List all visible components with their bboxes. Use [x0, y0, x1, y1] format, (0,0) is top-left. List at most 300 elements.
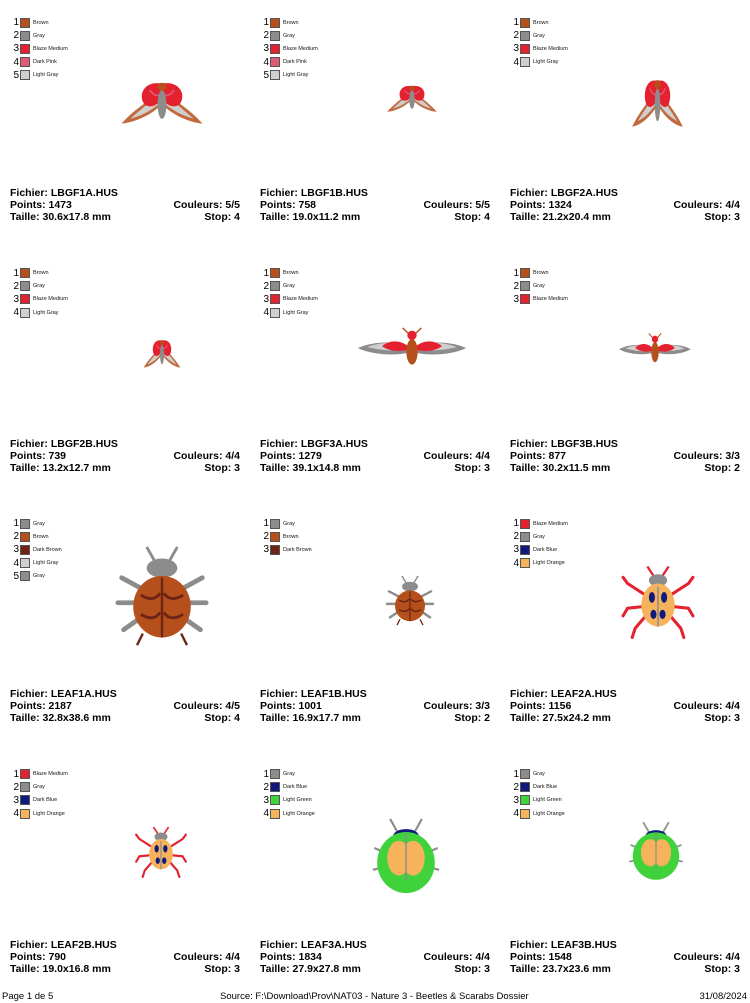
legend-row [511, 267, 568, 280]
color-swatch [20, 545, 30, 555]
legend-row [261, 530, 312, 543]
color-swatch [270, 308, 280, 318]
stop-count: Stop: 4 [204, 211, 240, 223]
file-name: Fichier: LBGF3A.HUS [260, 437, 368, 450]
moth-icon [630, 70, 685, 134]
design-size: Taille: 19.0x11.2 mm [260, 211, 361, 223]
legend-row [11, 807, 68, 820]
color-name: Brown [283, 533, 299, 540]
color-name: Light Green [533, 797, 562, 804]
legend-number: 4 [513, 56, 519, 68]
color-name: Dark Pink [33, 59, 57, 66]
color-swatch [270, 268, 280, 278]
color-swatch [20, 268, 30, 278]
design-info [10, 939, 240, 975]
color-legend [511, 267, 568, 307]
color-name: Light Gray [33, 72, 59, 79]
green-beetle-icon [627, 820, 685, 882]
color-name: Blaze Medium [533, 296, 568, 303]
color-count: Couleurs: 4/4 [673, 950, 740, 963]
stitch-points: Points: 1473 [10, 199, 72, 211]
design-info [510, 688, 740, 724]
color-swatch [520, 18, 530, 28]
page-footer [0, 991, 750, 1003]
legend-row [511, 530, 568, 543]
color-name: Blaze Medium [33, 45, 68, 52]
design-cell [500, 752, 750, 1002]
legend-row [511, 16, 568, 29]
legend-row [511, 794, 565, 807]
file-name: Fichier: LBGF2B.HUS [10, 437, 118, 450]
color-swatch [20, 795, 30, 805]
legend-number: 2 [13, 280, 19, 292]
legend-number: 1 [263, 768, 269, 780]
color-legend [511, 768, 565, 821]
file-name: Fichier: LEAF1B.HUS [260, 688, 367, 700]
file-name: Fichier: LBGF1B.HUS [260, 187, 368, 199]
legend-number: 1 [13, 267, 19, 279]
color-name: Brown [33, 270, 49, 277]
stitch-points: Points: 1156 [510, 700, 572, 712]
color-name: Dark Blue [533, 546, 558, 553]
legend-row [261, 16, 318, 29]
legend-number: 3 [263, 293, 269, 305]
design-cell [250, 752, 500, 1002]
stitch-points: Points: 1279 [260, 449, 322, 462]
color-swatch [20, 571, 30, 581]
color-swatch [270, 782, 280, 792]
color-name: Gray [33, 573, 45, 580]
color-swatch [520, 44, 530, 54]
color-name: Dark Brown [283, 546, 312, 553]
source-path: Source: F:\Download\Prov\NAT03 - Nature 3 - Beetles & Scarabs Dossier [220, 991, 529, 1002]
color-swatch [20, 31, 30, 41]
stitch-points: Points: 1548 [510, 950, 572, 963]
legend-row [11, 69, 68, 82]
stop-count: Stop: 4 [204, 712, 240, 724]
color-swatch [520, 31, 530, 41]
design-info [260, 939, 490, 975]
color-swatch [20, 519, 30, 529]
legend-row [511, 807, 565, 820]
color-swatch [270, 545, 280, 555]
color-swatch [520, 545, 530, 555]
stitch-points: Points: 1324 [510, 199, 572, 211]
legend-row [261, 56, 318, 69]
legend-number: 2 [263, 531, 269, 543]
moth-icon [142, 334, 182, 372]
color-name: Gray [533, 533, 545, 540]
legend-number: 3 [263, 544, 269, 556]
design-size: Taille: 16.9x17.7 mm [260, 712, 361, 724]
color-count: Couleurs: 4/4 [423, 950, 490, 963]
design-size: Taille: 13.2x12.7 mm [10, 461, 111, 474]
legend-number: 2 [263, 30, 269, 42]
legend-row [11, 280, 68, 293]
stitch-points: Points: 1001 [260, 700, 322, 712]
stitch-points: Points: 758 [260, 199, 317, 211]
legend-number: 2 [513, 781, 519, 793]
color-count: Couleurs: 5/5 [423, 199, 490, 211]
color-name: Light Gray [33, 309, 59, 316]
color-name: Dark Pink [283, 59, 307, 66]
legend-number: 1 [513, 768, 519, 780]
color-swatch [20, 281, 30, 291]
legend-row [11, 56, 68, 69]
legend-row [11, 42, 68, 55]
legend-row [261, 781, 315, 794]
legend-number: 5 [13, 570, 19, 582]
design-info [510, 187, 740, 223]
color-swatch [520, 795, 530, 805]
design-info [260, 688, 490, 724]
color-swatch [270, 18, 280, 28]
file-name: Fichier: LEAF2B.HUS [10, 938, 117, 951]
color-swatch [20, 558, 30, 568]
color-name: Light Orange [533, 810, 565, 817]
legend-number: 3 [13, 544, 19, 556]
legend-row [261, 42, 318, 55]
color-name: Dark Blue [33, 797, 58, 804]
legend-number: 3 [13, 43, 19, 55]
color-legend [11, 267, 68, 320]
color-count: Couleurs: 4/4 [173, 449, 240, 462]
color-legend [11, 768, 68, 821]
orange-beetle-icon [134, 826, 188, 878]
legend-number: 3 [513, 544, 519, 556]
stop-count: Stop: 3 [204, 962, 240, 975]
design-cell [500, 501, 750, 751]
design-size: Taille: 19.0x16.8 mm [10, 962, 111, 975]
color-name: Dark Brown [33, 546, 62, 553]
page-number: Page 1 de 5 [2, 991, 54, 1002]
color-swatch [520, 782, 530, 792]
design-size: Taille: 27.5x24.2 mm [510, 712, 611, 724]
color-name: Light Gray [283, 72, 309, 79]
orange-beetle-icon [620, 565, 696, 639]
stop-count: Stop: 3 [704, 712, 740, 724]
legend-number: 5 [263, 69, 269, 81]
color-swatch [270, 44, 280, 54]
color-name: Gray [283, 283, 295, 290]
design-info [10, 187, 240, 223]
legend-row [11, 267, 68, 280]
color-name: Gray [283, 520, 295, 527]
legend-row [261, 794, 315, 807]
legend-number: 5 [13, 69, 19, 81]
legend-number: 4 [13, 557, 19, 569]
color-name: Dark Blue [533, 784, 558, 791]
file-name: Fichier: LEAF3A.HUS [260, 938, 367, 951]
legend-row [11, 570, 62, 583]
legend-number: 1 [513, 17, 519, 29]
color-name: Gray [533, 283, 545, 290]
legend-row [511, 768, 565, 781]
color-name: Light Gray [283, 309, 309, 316]
stop-count: Stop: 3 [454, 461, 490, 474]
legend-row [261, 293, 318, 306]
design-size: Taille: 21.2x20.4 mm [510, 211, 611, 223]
legend-row [261, 807, 315, 820]
legend-number: 4 [263, 307, 269, 319]
legend-row [511, 56, 568, 69]
color-swatch [270, 57, 280, 67]
legend-row [261, 69, 318, 82]
legend-row [11, 16, 68, 29]
green-beetle-icon [370, 816, 442, 896]
legend-number: 2 [13, 531, 19, 543]
color-count: Couleurs: 3/3 [423, 700, 490, 712]
stop-count: Stop: 3 [704, 211, 740, 223]
color-legend [261, 16, 318, 82]
color-count: Couleurs: 3/3 [673, 449, 740, 462]
file-name: Fichier: LEAF3B.HUS [510, 938, 617, 951]
legend-number: 3 [263, 794, 269, 806]
legend-number: 1 [13, 518, 19, 530]
file-name: Fichier: LEAF1A.HUS [10, 688, 117, 700]
legend-number: 3 [513, 293, 519, 305]
stop-count: Stop: 3 [204, 461, 240, 474]
legend-number: 1 [13, 17, 19, 29]
color-swatch [20, 809, 30, 819]
legend-row [511, 280, 568, 293]
legend-row [511, 517, 568, 530]
color-swatch [20, 44, 30, 54]
legend-number: 4 [13, 307, 19, 319]
legend-number: 4 [13, 808, 19, 820]
legend-row [261, 280, 318, 293]
legend-number: 4 [13, 56, 19, 68]
legend-number: 1 [513, 518, 519, 530]
legend-number: 3 [13, 293, 19, 305]
color-swatch [20, 769, 30, 779]
color-name: Blaze Medium [33, 296, 68, 303]
color-name: Gray [283, 771, 295, 778]
color-name: Light Gray [533, 59, 559, 66]
stitch-points: Points: 2187 [10, 700, 72, 712]
color-count: Couleurs: 5/5 [173, 199, 240, 211]
color-swatch [270, 769, 280, 779]
legend-number: 2 [263, 781, 269, 793]
color-name: Light Gray [33, 560, 59, 567]
color-swatch [20, 308, 30, 318]
color-name: Dark Blue [283, 784, 308, 791]
legend-number: 1 [13, 768, 19, 780]
design-info [10, 688, 240, 724]
design-size: Taille: 32.8x38.6 mm [10, 712, 111, 724]
fly-icon [618, 332, 692, 368]
color-swatch [270, 281, 280, 291]
legend-row [511, 781, 565, 794]
file-name: Fichier: LBGF1A.HUS [10, 187, 118, 199]
color-name: Brown [533, 270, 549, 277]
color-count: Couleurs: 4/4 [673, 700, 740, 712]
color-count: Couleurs: 4/5 [173, 700, 240, 712]
file-name: Fichier: LEAF2A.HUS [510, 688, 617, 700]
legend-row [261, 768, 315, 781]
color-legend [511, 517, 568, 570]
legend-row [11, 543, 62, 556]
color-name: Gray [533, 771, 545, 778]
color-swatch [520, 558, 530, 568]
color-legend [11, 517, 62, 583]
color-name: Blaze Medium [533, 45, 568, 52]
brown-beetle-icon [114, 545, 210, 649]
stitch-points: Points: 877 [510, 449, 567, 462]
legend-number: 3 [263, 43, 269, 55]
color-name: Light Orange [283, 810, 315, 817]
legend-number: 2 [263, 280, 269, 292]
legend-row [511, 543, 568, 556]
color-legend [261, 517, 312, 557]
legend-number: 2 [513, 280, 519, 292]
color-swatch [270, 532, 280, 542]
color-name: Brown [283, 19, 299, 26]
design-cell [0, 251, 250, 501]
color-name: Light Orange [33, 810, 65, 817]
color-legend [11, 16, 68, 82]
color-swatch [520, 268, 530, 278]
design-info [510, 438, 740, 474]
design-info [10, 438, 240, 474]
stitch-points: Points: 739 [10, 449, 67, 462]
legend-row [11, 557, 62, 570]
stop-count: Stop: 3 [704, 962, 740, 975]
legend-row [11, 530, 62, 543]
color-name: Gray [533, 32, 545, 39]
color-swatch [20, 57, 30, 67]
color-swatch [270, 795, 280, 805]
color-legend [261, 267, 318, 320]
color-swatch [520, 532, 530, 542]
color-name: Blaze Medium [283, 296, 318, 303]
color-swatch [520, 519, 530, 529]
file-name: Fichier: LBGF3B.HUS [510, 437, 618, 450]
color-swatch [520, 294, 530, 304]
color-name: Blaze Medium [533, 520, 568, 527]
legend-row [11, 293, 68, 306]
legend-number: 4 [513, 808, 519, 820]
legend-row [261, 543, 312, 556]
legend-number: 1 [513, 267, 519, 279]
color-name: Blaze Medium [33, 771, 68, 778]
design-cell [250, 0, 500, 250]
legend-number: 2 [13, 781, 19, 793]
design-cell [0, 501, 250, 751]
legend-number: 3 [513, 794, 519, 806]
design-cell [250, 501, 500, 751]
color-name: Gray [33, 520, 45, 527]
color-count: Couleurs: 4/4 [423, 449, 490, 462]
design-size: Taille: 23.7x23.6 mm [510, 962, 611, 975]
color-name: Brown [283, 270, 299, 277]
legend-row [11, 768, 68, 781]
color-swatch [20, 18, 30, 28]
color-swatch [520, 809, 530, 819]
brown-beetle-icon [385, 575, 435, 627]
legend-row [261, 306, 318, 319]
legend-number: 1 [263, 17, 269, 29]
stitch-points: Points: 790 [10, 950, 67, 963]
legend-row [261, 267, 318, 280]
color-name: Gray [33, 784, 45, 791]
design-size: Taille: 27.9x27.8 mm [260, 962, 361, 975]
design-size: Taille: 39.1x14.8 mm [260, 461, 361, 474]
design-cell [250, 251, 500, 501]
moth-icon [118, 74, 206, 130]
color-swatch [20, 70, 30, 80]
color-count: Couleurs: 4/4 [173, 950, 240, 963]
legend-number: 2 [513, 531, 519, 543]
file-name: Fichier: LBGF2A.HUS [510, 187, 618, 199]
fly-icon [356, 326, 468, 372]
stop-count: Stop: 3 [454, 962, 490, 975]
color-swatch [270, 809, 280, 819]
color-swatch [20, 782, 30, 792]
legend-row [11, 29, 68, 42]
stop-count: Stop: 4 [454, 211, 490, 223]
color-swatch [270, 70, 280, 80]
color-name: Blaze Medium [283, 45, 318, 52]
legend-number: 3 [513, 43, 519, 55]
design-size: Taille: 30.6x17.8 mm [10, 211, 111, 223]
design-cell [0, 0, 250, 250]
moth-icon [385, 80, 439, 116]
legend-number: 1 [263, 518, 269, 530]
color-name: Light Orange [533, 560, 565, 567]
legend-row [511, 29, 568, 42]
legend-number: 4 [513, 557, 519, 569]
legend-number: 2 [513, 30, 519, 42]
color-legend [261, 768, 315, 821]
design-info [260, 438, 490, 474]
legend-number: 4 [263, 56, 269, 68]
legend-row [511, 293, 568, 306]
stop-count: Stop: 2 [704, 461, 740, 474]
color-name: Gray [33, 283, 45, 290]
color-swatch [520, 769, 530, 779]
stitch-points: Points: 1834 [260, 950, 322, 963]
legend-row [261, 517, 312, 530]
legend-row [511, 42, 568, 55]
color-name: Brown [33, 533, 49, 540]
stop-count: Stop: 2 [454, 712, 490, 724]
color-name: Gray [283, 32, 295, 39]
color-name: Brown [33, 19, 49, 26]
color-name: Light Green [283, 797, 312, 804]
legend-number: 1 [263, 267, 269, 279]
design-cell [500, 0, 750, 250]
color-swatch [520, 281, 530, 291]
design-cell [0, 752, 250, 1002]
design-cell [500, 251, 750, 501]
color-legend [511, 16, 568, 69]
legend-row [11, 794, 68, 807]
color-count: Couleurs: 4/4 [673, 199, 740, 211]
print-date: 31/08/2024 [699, 991, 747, 1002]
legend-row [11, 781, 68, 794]
legend-number: 2 [13, 30, 19, 42]
color-name: Brown [533, 19, 549, 26]
legend-number: 3 [13, 794, 19, 806]
color-swatch [20, 532, 30, 542]
color-swatch [520, 57, 530, 67]
color-swatch [270, 294, 280, 304]
design-info [260, 187, 490, 223]
color-name: Gray [33, 32, 45, 39]
design-info [510, 939, 740, 975]
legend-row [11, 306, 68, 319]
